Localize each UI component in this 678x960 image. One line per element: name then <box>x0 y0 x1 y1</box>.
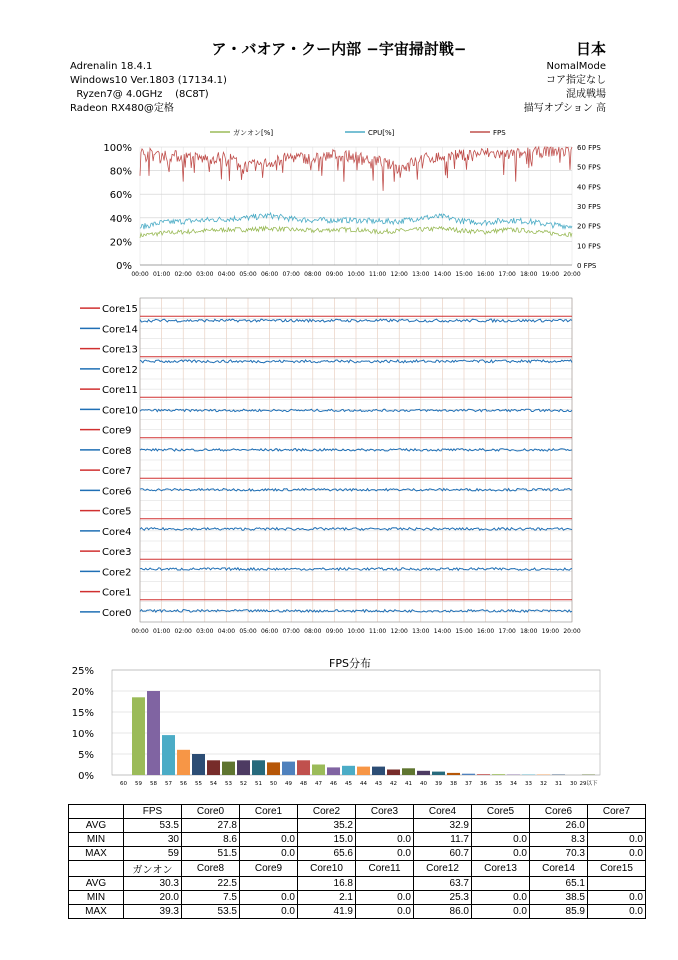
stats-cell: 11.7 <box>414 833 472 847</box>
y-tick-label: 10% <box>71 729 94 740</box>
stats-header-row <box>69 805 646 819</box>
stats-header-cell: ガンオン <box>124 861 182 877</box>
fps-bar-54 <box>207 760 220 775</box>
stats-row-label: MAX <box>69 905 124 919</box>
x-tick-label: 08:00 <box>304 271 322 278</box>
y2-tick-label: 20 FPS <box>577 222 601 231</box>
stats-cell: 16.8 <box>298 877 356 891</box>
stats-cell: 8.3 <box>530 833 588 847</box>
stats-cell <box>472 819 530 833</box>
x-tick-label: 54 <box>210 781 217 787</box>
y-tick-label: 0% <box>116 261 132 272</box>
core-legend-label: Core14 <box>102 324 138 336</box>
fps-bar-45 <box>342 766 355 775</box>
x-tick-label: 37 <box>465 781 472 787</box>
stats-table <box>68 804 646 919</box>
fps-distribution-chart <box>0 655 678 795</box>
x-tick-label: 52 <box>240 781 247 787</box>
stats-cell: 0.0 <box>472 833 530 847</box>
x-tick-label: 19:00 <box>541 628 560 635</box>
core-legend-label: Core2 <box>102 567 132 579</box>
stats-cell: 41.9 <box>298 905 356 919</box>
stats-row-label: MIN <box>69 891 124 905</box>
x-tick-label: 34 <box>510 781 517 787</box>
mode-label: NomalMode <box>546 61 606 72</box>
stats-header-cell: Core11 <box>356 861 414 877</box>
x-tick-label: 06:00 <box>260 271 279 278</box>
x-tick-label: 32 <box>540 781 547 787</box>
stats-cell: 0.0 <box>356 905 414 919</box>
stats-cell: 26.0 <box>530 819 588 833</box>
core-legend-label: Core15 <box>102 304 138 316</box>
stats-header-cell: Core9 <box>240 861 298 877</box>
x-tick-label: 06:00 <box>260 628 279 635</box>
stats-row-label: MAX <box>69 847 124 861</box>
x-tick-label: 04:00 <box>217 628 236 635</box>
stats-cell: 30.3 <box>124 877 182 891</box>
stats-row <box>69 847 646 861</box>
x-tick-label: 05:00 <box>239 628 257 635</box>
fps-bar-39 <box>432 772 445 775</box>
stats-cell: 20.0 <box>124 891 182 905</box>
core-legend-label: Core6 <box>102 486 132 498</box>
stats-cell <box>588 819 646 833</box>
stats-cell: 0.0 <box>240 891 298 905</box>
core-legend-label: Core12 <box>102 364 138 376</box>
core-chart <box>0 292 678 642</box>
x-tick-label: 00:00 <box>131 628 149 635</box>
x-tick-label: 43 <box>375 781 382 787</box>
x-tick-label: 03:00 <box>196 628 214 635</box>
core-legend-label: Core1 <box>102 587 132 599</box>
chart-title: FPS分布 <box>329 657 371 670</box>
core-legend-label: Core13 <box>102 344 138 356</box>
stats-cell: 70.3 <box>530 847 588 861</box>
x-tick-label: 11:00 <box>368 628 387 635</box>
core-setting-label: コア指定なし <box>546 75 606 86</box>
battle-type-label: 混成戦場 <box>566 89 606 100</box>
stats-cell: 0.0 <box>588 847 646 861</box>
y-tick-label: 20% <box>109 237 132 249</box>
x-tick-label: 02:00 <box>174 628 192 635</box>
stats-cell: 0.0 <box>588 905 646 919</box>
stats-cell: 0.0 <box>356 891 414 905</box>
x-tick-label: 38 <box>450 781 457 787</box>
y-tick-label: 60% <box>109 190 132 202</box>
system-info <box>70 60 227 116</box>
stats-row <box>69 833 646 847</box>
stats-cell: 8.6 <box>182 833 240 847</box>
fps-bar-58 <box>147 691 160 775</box>
stats-header-cell: Core10 <box>298 861 356 877</box>
core-legend-label: Core8 <box>102 445 132 457</box>
fps-bar-49 <box>282 762 295 775</box>
x-tick-label: 30 <box>570 781 577 787</box>
legend-label-1: CPU[%] <box>368 129 395 137</box>
x-tick-label: 01:00 <box>152 628 171 635</box>
x-tick-label: 50 <box>270 781 277 787</box>
stats-cell <box>588 877 646 891</box>
driver-version: Adrenalin 18.4.1 <box>70 61 153 72</box>
stats-header-cell: Core4 <box>414 805 472 819</box>
x-tick-label: 12:00 <box>390 628 408 635</box>
core-legend-label: Core10 <box>102 405 138 417</box>
stats-cell: 0.0 <box>588 833 646 847</box>
stats-cell: 22.5 <box>182 877 240 891</box>
fps-bar-48 <box>297 760 310 775</box>
legend-label-0: ガンオン[%] <box>233 129 274 137</box>
x-tick-label: 60 <box>120 781 127 787</box>
stats-header-cell: Core8 <box>182 861 240 877</box>
cpu-info: Ryzen7@ 4.0GHz (8C8T) <box>70 89 209 100</box>
stats-cell: 63.7 <box>414 877 472 891</box>
stats-cell <box>240 819 298 833</box>
fps-bar-50 <box>267 762 280 775</box>
x-tick-label: 20:00 <box>563 271 581 278</box>
y2-tick-label: 10 FPS <box>577 242 601 251</box>
fps-bar-53 <box>222 762 235 775</box>
fps-bar-38 <box>447 773 460 775</box>
stats-row <box>69 877 646 891</box>
stats-row-label: AVG <box>69 877 124 891</box>
fps-bar-40 <box>417 771 430 775</box>
stats-cell: 0.0 <box>240 905 298 919</box>
x-tick-label: 58 <box>150 781 157 787</box>
x-tick-label: 09:00 <box>325 628 344 635</box>
fps-bar-59 <box>132 697 145 775</box>
core-legend-label: Core7 <box>102 466 132 478</box>
stats-header-cell: Core6 <box>530 805 588 819</box>
stats-header-cell: Core2 <box>298 805 356 819</box>
x-tick-label: 47 <box>315 781 322 787</box>
fps-bar-47 <box>312 765 325 776</box>
stats-cell <box>472 877 530 891</box>
settings-info <box>524 60 606 116</box>
x-tick-label: 46 <box>330 781 337 787</box>
core-legend-label: Core11 <box>102 385 138 397</box>
core-legend-label: Core9 <box>102 425 132 437</box>
gpu-info: Radeon RX480@定格 <box>70 103 174 114</box>
x-tick-label: 53 <box>225 781 232 787</box>
stats-cell: 0.0 <box>472 891 530 905</box>
stats-cell: 39.3 <box>124 905 182 919</box>
stats-row <box>69 819 646 833</box>
y2-tick-label: 30 FPS <box>577 203 601 211</box>
fps-bar-41 <box>402 768 415 775</box>
y2-tick-label: 50 FPS <box>577 163 601 172</box>
stats-row-label: AVG <box>69 819 124 833</box>
stats-header-cell: Core0 <box>182 805 240 819</box>
stats-cell: 35.2 <box>298 819 356 833</box>
x-tick-label: 35 <box>495 781 502 787</box>
x-tick-label: 49 <box>285 781 292 787</box>
x-tick-label: 55 <box>195 781 202 787</box>
stats-row <box>69 905 646 919</box>
stats-cell: 0.0 <box>240 847 298 861</box>
stats-cell <box>356 877 414 891</box>
stats-cell: 0.0 <box>472 847 530 861</box>
x-tick-label: 57 <box>165 781 172 787</box>
stats-header-cell <box>69 805 124 819</box>
x-tick-label: 07:00 <box>282 271 300 278</box>
stats-header-cell <box>69 861 124 877</box>
y-tick-label: 0% <box>78 771 94 782</box>
x-tick-label: 19:00 <box>541 271 560 278</box>
x-tick-label: 16:00 <box>476 628 495 635</box>
y2-tick-label: 40 FPS <box>577 183 601 192</box>
stats-row <box>69 891 646 905</box>
stats-row-label: MIN <box>69 833 124 847</box>
x-tick-label: 14:00 <box>433 628 452 635</box>
x-tick-label: 02:00 <box>174 271 192 278</box>
page-title: ア・バオア・クー内部 −宇宙掃討戦− <box>211 40 467 58</box>
stats-cell: 38.5 <box>530 891 588 905</box>
x-tick-label: 41 <box>405 781 412 787</box>
stats-cell: 86.0 <box>414 905 472 919</box>
x-tick-label: 04:00 <box>217 271 236 278</box>
x-tick-label: 48 <box>300 781 307 787</box>
y2-tick-label: 0 FPS <box>577 262 597 270</box>
y-tick-label: 15% <box>71 708 94 719</box>
x-tick-label: 11:00 <box>368 271 387 278</box>
x-tick-label: 10:00 <box>347 271 365 278</box>
y2-tick-label: 60 FPS <box>577 144 601 152</box>
fps-bar-42 <box>387 770 400 776</box>
x-tick-label: 00:00 <box>131 271 149 278</box>
stats-cell: 53.5 <box>182 905 240 919</box>
stats-cell: 2.1 <box>298 891 356 905</box>
fps-bar-37 <box>462 774 475 775</box>
x-tick-label: 33 <box>525 781 532 787</box>
stats-cell: 25.3 <box>414 891 472 905</box>
stats-header-cell: Core13 <box>472 861 530 877</box>
stats-header-cell: Core12 <box>414 861 472 877</box>
x-tick-label: 07:00 <box>282 628 300 635</box>
x-tick-label: 12:00 <box>390 271 408 278</box>
stats-header-cell: Core7 <box>588 805 646 819</box>
usage-chart <box>0 120 678 285</box>
x-tick-label: 42 <box>390 781 397 787</box>
stats-cell: 27.8 <box>182 819 240 833</box>
stats-cell: 15.0 <box>298 833 356 847</box>
x-tick-label: 03:00 <box>196 271 214 278</box>
x-tick-label: 31 <box>555 781 562 787</box>
x-tick-label: 45 <box>345 781 352 787</box>
fps-bar-52 <box>237 760 250 775</box>
x-tick-label: 29以下 <box>579 781 598 787</box>
graphics-option-label: 描写オプション 高 <box>523 103 606 114</box>
x-tick-label: 10:00 <box>347 628 365 635</box>
core-legend-label: Core5 <box>102 506 132 518</box>
x-tick-label: 08:00 <box>304 628 322 635</box>
x-tick-label: 13:00 <box>412 628 430 635</box>
stats-cell: 53.5 <box>124 819 182 833</box>
y-tick-label: 100% <box>103 143 132 154</box>
y-tick-label: 5% <box>78 750 94 761</box>
stats-cell <box>240 877 298 891</box>
fps-bar-57 <box>162 735 175 775</box>
x-tick-label: 44 <box>360 781 367 787</box>
stats-cell <box>356 819 414 833</box>
fps-bar-44 <box>357 767 370 775</box>
x-tick-label: 05:00 <box>239 271 257 278</box>
y-tick-label: 40% <box>109 213 132 225</box>
x-tick-label: 09:00 <box>325 271 344 278</box>
x-tick-label: 17:00 <box>498 271 516 278</box>
stats-cell: 60.7 <box>414 847 472 861</box>
stats-header-cell: Core15 <box>588 861 646 877</box>
stats-header-cell: Core1 <box>240 805 298 819</box>
core-legend-label: Core3 <box>102 547 132 559</box>
stats-header-cell: Core5 <box>472 805 530 819</box>
stats-cell: 32.9 <box>414 819 472 833</box>
x-tick-label: 16:00 <box>476 271 495 278</box>
x-tick-label: 59 <box>135 781 142 787</box>
stats-cell: 30 <box>124 833 182 847</box>
x-tick-label: 01:00 <box>152 271 171 278</box>
stats-cell: 65.1 <box>530 877 588 891</box>
x-tick-label: 36 <box>480 781 487 787</box>
x-tick-label: 15:00 <box>455 628 473 635</box>
y-tick-label: 25% <box>71 666 94 677</box>
fps-bar-51 <box>252 760 265 775</box>
stats-cell: 51.5 <box>182 847 240 861</box>
stats-cell: 85.9 <box>530 905 588 919</box>
x-tick-label: 56 <box>180 781 187 787</box>
x-tick-label: 14:00 <box>433 271 452 278</box>
y-tick-label: 20% <box>71 687 94 698</box>
stats-cell: 0.0 <box>472 905 530 919</box>
fps-bar-35 <box>492 774 505 775</box>
x-tick-label: 18:00 <box>520 271 538 278</box>
x-tick-label: 40 <box>420 781 427 787</box>
core-legend-label: Core0 <box>102 607 132 619</box>
stats-cell: 0.0 <box>356 847 414 861</box>
fps-bar-55 <box>192 754 205 775</box>
os-version: Windows10 Ver.1803 (17134.1) <box>70 75 227 86</box>
stats-header-cell: FPS <box>124 805 182 819</box>
fps-bar-56 <box>177 750 190 775</box>
stats-cell: 7.5 <box>182 891 240 905</box>
fps-bar-46 <box>327 767 340 775</box>
stats-header-cell: Core14 <box>530 861 588 877</box>
stats-cell: 0.0 <box>240 833 298 847</box>
y-tick-label: 80% <box>109 166 132 178</box>
x-tick-label: 51 <box>255 781 262 787</box>
stats-header-row <box>69 861 646 877</box>
stats-cell: 65.6 <box>298 847 356 861</box>
legend-label-2: FPS <box>493 129 506 137</box>
stats-cell: 0.0 <box>356 833 414 847</box>
x-tick-label: 17:00 <box>498 628 516 635</box>
x-tick-label: 39 <box>435 781 442 787</box>
x-tick-label: 20:00 <box>563 628 581 635</box>
x-tick-label: 15:00 <box>455 271 473 278</box>
x-tick-label: 18:00 <box>520 628 538 635</box>
stats-header-cell: Core3 <box>356 805 414 819</box>
stats-cell: 59 <box>124 847 182 861</box>
core-legend-label: Core4 <box>102 526 132 538</box>
fps-bar-43 <box>372 767 385 775</box>
region-label: 日本 <box>575 40 606 58</box>
fps-bar-36 <box>477 774 490 775</box>
x-tick-label: 13:00 <box>412 271 430 278</box>
stats-cell: 0.0 <box>588 891 646 905</box>
